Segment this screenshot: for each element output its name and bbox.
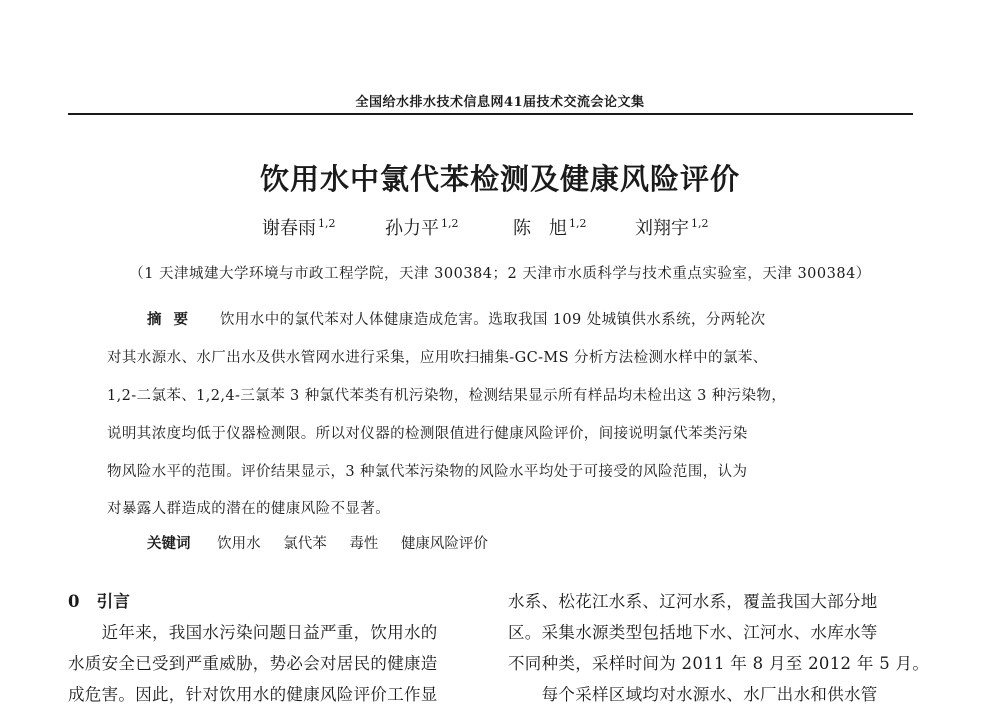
body-line: 水系、松花江水系、辽河水系，覆盖我国大部分地: [508, 592, 878, 611]
author-name: 谢春雨: [262, 218, 316, 239]
keyword: 饮用水: [217, 536, 261, 552]
section-heading: 0 引言: [68, 592, 131, 611]
abstract-line: 对其水源水、水厂出水及供水管网水进行采集，应用吹扫捕集-GC-MS 分析方法检测水样中的氯苯、: [107, 350, 768, 366]
abstract-line: 对暴露人群造成的潜在的健康风险不显著。: [107, 501, 391, 517]
author-affiliation-mark: 1,2: [569, 217, 587, 230]
abstract-line: 1,2-二氯苯、1,2,4-三氯苯 3 种氯代苯类有机污染物，检测结果显示所有样品均未检出这 3 种污染物，: [107, 388, 787, 404]
running-header: 全国给水排水技术信息网41届技术交流会论文集: [355, 95, 645, 110]
author-4: [635, 214, 709, 240]
abstract-label: 摘要: [147, 311, 200, 328]
author-1: [262, 214, 336, 240]
header-rule: [68, 113, 913, 115]
author-3: [513, 214, 587, 240]
keywords: [147, 532, 506, 553]
affiliation: （1 天津城建大学环境与市政工程学院，天津 300384；2 天津市水质科学与技术重点实验室，天津 300384）: [129, 266, 871, 282]
author-2: [385, 214, 459, 240]
author-affiliation-mark: 1,2: [318, 217, 336, 230]
paper-title: 饮用水中氯代苯检测及健康风险评价: [259, 162, 740, 196]
author-affiliation-mark: 1,2: [441, 217, 459, 230]
abstract-line: 说明其浓度均低于仪器检测限。所以对仪器的检测限值进行健康风险评价，间接说明氯代苯类污染: [107, 426, 748, 442]
keyword: 毒性: [349, 536, 379, 552]
body-line: 水质安全已受到严重威胁，势必会对居民的健康造: [68, 654, 438, 673]
keywords-label: 关键词: [147, 535, 191, 552]
author-name: 刘翔宇: [635, 218, 689, 239]
abstract-line: 物风险水平的范围。评价结果显示，3 种氯代苯污染物的风险水平均处于可接受的风险范围，认为: [107, 464, 748, 480]
keyword: 健康风险评价: [400, 536, 488, 552]
abstract-text: 饮用水中的氯代苯对人体健康造成危害。选取我国 109 处城镇供水系统，分两轮次: [220, 312, 766, 328]
author-name: 孙力平: [385, 218, 439, 239]
author-affiliation-mark: 1,2: [691, 217, 709, 230]
body-line: 区。采集水源类型包括地下水、江河水、水库水等: [508, 623, 878, 642]
abstract-line: [107, 308, 885, 329]
body-line: 不同种类，采样时间为 2011 年 8 月至 2012 年 5 月。: [508, 654, 930, 673]
body-line: 每个采样区域均对水源水、水厂出水和供水管: [508, 685, 878, 704]
body-line: 近年来，我国水污染问题日益严重，饮用水的: [68, 623, 438, 642]
author-list: [230, 214, 790, 242]
keyword: 氯代苯: [283, 536, 327, 552]
body-line: 成危害。因此，针对饮用水的健康风险评价工作显: [68, 685, 438, 704]
author-name: 陈 旭: [513, 218, 567, 239]
